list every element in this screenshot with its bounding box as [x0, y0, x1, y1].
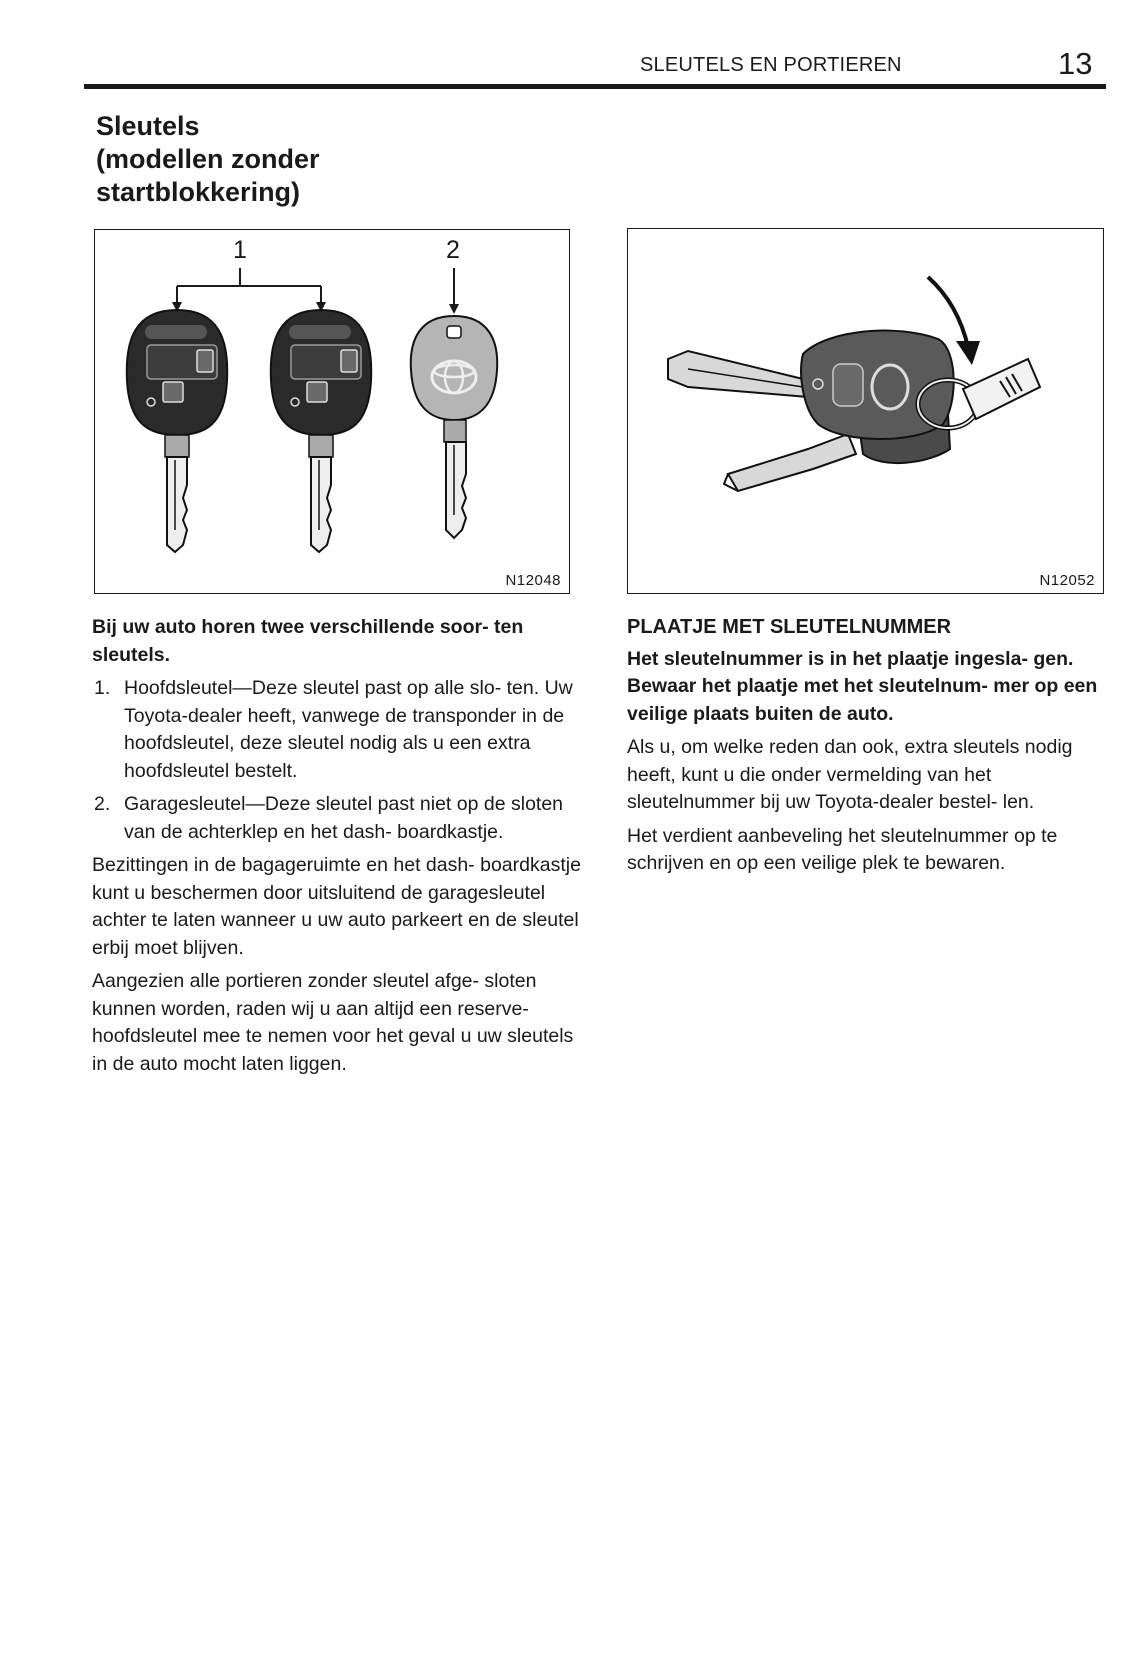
master-key-1	[127, 310, 227, 552]
list-item-text: Hoofdsleutel—Deze sleutel past op alle slo- ten. Uw Toyota-dealer heeft, vanwege de transponder in de hoofdsleutel, deze sleutel nodig als u een extra hoofdsleutel bestelt.	[124, 677, 573, 782]
figure-key-number-plate	[627, 228, 1104, 594]
callout-label-2: 2	[446, 236, 460, 264]
section-title-line: (modellen zonder	[96, 144, 320, 174]
figure-code-right: N12052	[1039, 572, 1095, 589]
right-column	[627, 614, 1117, 884]
paragraph-luggage: Bezittingen in de bagageruimte en het dash- boardkastje kunt u beschermen door uitsluitend de garagesleutel achter te laten wanneer u uw auto parkeert en de sleutel erbij moet blijven.	[92, 854, 581, 959]
page-number: 13	[1058, 46, 1093, 81]
keys-illustration	[95, 230, 568, 570]
running-header-title: SLEUTELS EN PORTIEREN	[640, 54, 902, 76]
left-column	[92, 614, 582, 1084]
key-type-list	[92, 675, 582, 846]
list-item	[92, 675, 582, 785]
section-title-line: startblokkering)	[96, 177, 301, 207]
section-title	[96, 110, 320, 209]
header-rule	[84, 84, 1106, 89]
callout-label-1: 1	[233, 236, 247, 264]
plate-bold-paragraph: Het sleutelnummer is in het plaatje ingesla- gen. Bewaar het plaatje met het sleutelnum- mer op een veilige plaats buiten de auto.	[627, 647, 1098, 725]
figure-key-types	[94, 229, 570, 594]
valet-key	[411, 316, 497, 538]
paragraph-extra-keys: Als u, om welke reden dan ook, extra sleutels nodig heeft, kunt u die onder vermelding van het sleutelnummer bij uw Toyota-dealer bestel- len.	[627, 736, 1073, 813]
key-number-plate	[963, 359, 1040, 419]
master-key	[668, 331, 954, 439]
list-item-number: 1.	[94, 677, 111, 699]
key-plate-illustration	[628, 229, 1102, 569]
section-title-line: Sleutels	[96, 111, 200, 141]
master-key-2	[271, 310, 371, 552]
pointer-arrow	[928, 277, 968, 347]
list-item	[92, 791, 582, 846]
paragraph-recommendation: Het verdient aanbeveling het sleutelnummer op te schrijven en op een veilige plek te bewaren.	[627, 824, 1058, 874]
plate-heading: PLAATJE MET SLEUTELNUMMER	[627, 616, 952, 638]
list-item-text: Garagesleutel—Deze sleutel past niet op de sloten van de achterklep en het dash- boardkastje.	[124, 793, 564, 843]
paragraph-spare-key: Aangezien alle portieren zonder sleutel afge- sloten kunnen worden, raden wij u aan altijd een reserve-hoofdsleutel mee te nemen voor het geval u uw sleutels in de auto mocht laten liggen.	[92, 970, 574, 1075]
figure-code-left: N12048	[505, 572, 561, 589]
pointer-arrowhead	[956, 341, 980, 365]
intro-text: Bij uw auto horen twee verschillende soor- ten sleutels.	[92, 616, 524, 666]
list-item-number: 2.	[94, 793, 111, 815]
callout-leader-lines	[177, 268, 454, 310]
